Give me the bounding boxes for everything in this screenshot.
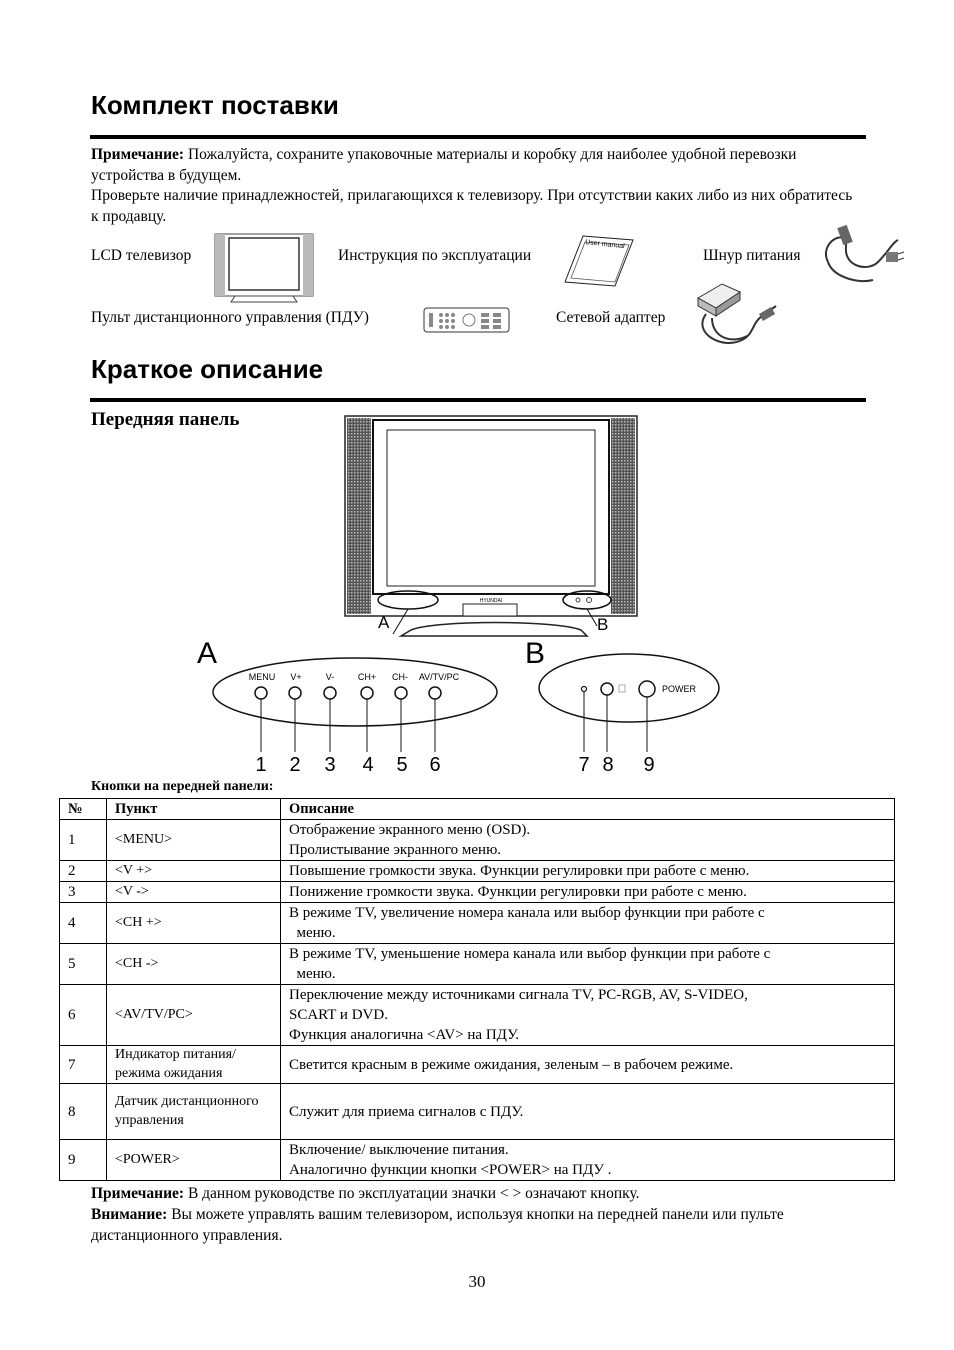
desc-line: Отображение экранного меню (OSD).	[289, 822, 531, 838]
btn-label-vminus: V-	[325, 672, 335, 682]
left-speaker-grille	[347, 418, 371, 614]
btn-label-chplus: CH+	[357, 672, 377, 682]
row-item: <CH +>	[107, 903, 281, 944]
vplus-button-icon	[289, 687, 301, 699]
tv-stand	[401, 623, 587, 637]
table-row	[60, 820, 895, 861]
row-item: <CH ->	[107, 944, 281, 985]
number-3: 3	[324, 754, 336, 776]
row-description	[281, 1084, 895, 1140]
row-description	[281, 944, 895, 985]
footer-note-label: Примечание:	[91, 1185, 185, 1202]
row-number: 8	[60, 1084, 107, 1140]
header-number: №	[60, 799, 107, 820]
power-button-icon	[639, 681, 655, 697]
row-item: <POWER>	[107, 1140, 281, 1181]
item-tv-label: LCD телевизор	[91, 247, 192, 264]
table-row	[60, 861, 895, 882]
table-row	[60, 985, 895, 1046]
avtvpc-button-icon	[429, 687, 441, 699]
desc-line: Повышение громкости звука. Функции регулировки при работе с меню.	[289, 863, 750, 879]
title-rule	[90, 398, 866, 402]
vminus-button-icon	[324, 687, 336, 699]
item-cord-label: Шнур питания	[703, 247, 801, 264]
chplus-button-icon	[361, 687, 373, 699]
footer-note-text: В данном руководстве по эксплуатации значки < > означают кнопку.	[187, 1185, 640, 1202]
footer-note	[91, 1184, 861, 1205]
row-item: <V ->	[107, 882, 281, 903]
remote-thumbnail	[423, 306, 511, 334]
row-item: <AV/TV/PC>	[107, 985, 281, 1046]
table-row	[60, 1084, 895, 1140]
row-item: Индикатор питания/ режима ожидания	[107, 1046, 281, 1084]
front-panel-subtitle: Передняя панель	[91, 409, 240, 430]
row-description	[281, 882, 895, 903]
row-number: 2	[60, 861, 107, 882]
table-row	[60, 882, 895, 903]
btn-label-avtvpc: AV/TV/PC	[418, 672, 460, 682]
btn-label-chminus: CH-	[392, 672, 408, 682]
row-description	[281, 1046, 895, 1084]
row-description	[281, 1140, 895, 1181]
desc-line: Служит для приема сигналов с ПДУ.	[289, 1103, 524, 1120]
menu-button-icon	[255, 687, 267, 699]
desc-line: Пролистывание экранного меню.	[289, 842, 502, 858]
number-2: 2	[289, 754, 301, 776]
note-label: Примечание:	[91, 146, 185, 163]
callout-b: B	[525, 637, 546, 670]
row-number: 1	[60, 820, 107, 861]
row-number: 6	[60, 985, 107, 1046]
ir-sensor-icon	[601, 683, 613, 695]
right-speaker-grille	[611, 418, 635, 614]
chminus-button-icon	[395, 687, 407, 699]
page-number: 30	[468, 1272, 486, 1291]
number-9: 9	[643, 754, 655, 776]
section-title-description: Краткое описание	[91, 354, 324, 384]
tv-thumbnail	[213, 232, 318, 304]
desc-line: В режиме TV, уменьшение номера канала или выбор функции при работе с	[289, 946, 771, 962]
adapter-thumbnail	[692, 278, 788, 354]
number-5: 5	[396, 754, 408, 776]
manual-cover-text: User manual	[584, 239, 625, 251]
package-note	[91, 145, 861, 186]
note-text: Пожалуйста, сохраните упаковочные материалы и коробку для наиболее удобной перевозки устройства в будущем.	[91, 146, 797, 184]
desc-line: меню.	[289, 925, 336, 941]
row-number: 7	[60, 1046, 107, 1084]
row-item: Датчик дистанционного управления	[107, 1084, 281, 1140]
btn-label-menu: MENU	[248, 672, 276, 682]
table-header-row	[60, 799, 895, 820]
row-description	[281, 820, 895, 861]
package-check-text: Проверьте наличие принадлежностей, прилагающихся к телевизору. При отсутствии каких либо из них обратитесь к продавцу.	[91, 187, 853, 225]
row-item: <MENU>	[107, 820, 281, 861]
front-panel-diagram	[195, 412, 697, 776]
attention-text: Вы можете управлять вашим телевизором, используя кнопки на передней панели или пульте дистанционного управления.	[91, 1206, 784, 1244]
row-description	[281, 861, 895, 882]
brand-logo-text: HYUNDAI	[479, 598, 503, 604]
table-row	[60, 944, 895, 985]
callout-a-small: A	[378, 613, 390, 632]
desc-line: Аналогично функции кнопки <POWER> на ПДУ .	[289, 1162, 612, 1178]
desc-line: Включение/ выключение питания.	[289, 1142, 509, 1158]
header-item: Пункт	[107, 799, 281, 820]
title-rule	[90, 135, 866, 139]
table-caption: Кнопки на передней панели:	[91, 779, 274, 794]
desc-line: Переключение между источниками сигнала TV, PC-RGB, AV, S-VIDEO,	[289, 987, 748, 1003]
number-1: 1	[255, 754, 267, 776]
desc-line: меню.	[289, 966, 336, 982]
power-cord-thumbnail	[818, 222, 904, 290]
item-adapter-label: Сетевой адаптер	[556, 309, 666, 326]
manual-thumbnail	[563, 232, 635, 290]
btn-label-vplus: V+	[290, 672, 302, 682]
item-remote-label: Пульт дистанционного управления (ПДУ)	[91, 309, 369, 326]
desc-line: SCART и DVD.	[289, 1007, 388, 1023]
desc-line: Понижение громкости звука. Функции регулировки при работе с меню.	[289, 884, 747, 900]
number-7: 7	[578, 754, 590, 776]
row-item: <V +>	[107, 861, 281, 882]
section-title-package: Комплект поставки	[91, 90, 339, 120]
table-row	[60, 903, 895, 944]
row-description	[281, 985, 895, 1046]
row-number: 4	[60, 903, 107, 944]
row-number: 3	[60, 882, 107, 903]
callout-a: A	[197, 637, 218, 670]
row-number: 5	[60, 944, 107, 985]
attention-note	[91, 1205, 861, 1246]
desc-line: Функция аналогична <AV> на ПДУ.	[289, 1027, 519, 1043]
number-8: 8	[602, 754, 614, 776]
header-description: Описание	[281, 799, 895, 820]
row-description	[281, 903, 895, 944]
power-indicator-icon	[582, 687, 587, 692]
table-row	[60, 1046, 895, 1084]
desc-line: В режиме TV, увеличение номера канала или выбор функции при работе с	[289, 905, 765, 921]
item-manual-label: Инструкция по эксплуатации	[338, 247, 532, 264]
power-label: POWER	[662, 684, 697, 694]
row-number: 9	[60, 1140, 107, 1181]
number-6: 6	[429, 754, 441, 776]
tv-screen	[387, 430, 595, 586]
number-4: 4	[362, 754, 374, 776]
callout-b-small: B	[597, 615, 609, 634]
attention-label: Внимание:	[91, 1206, 168, 1223]
desc-line: Светится красным в режиме ожидания, зеленым – в рабочем режиме.	[289, 1056, 734, 1073]
buttons-table	[59, 798, 895, 1181]
table-row	[60, 1140, 895, 1181]
